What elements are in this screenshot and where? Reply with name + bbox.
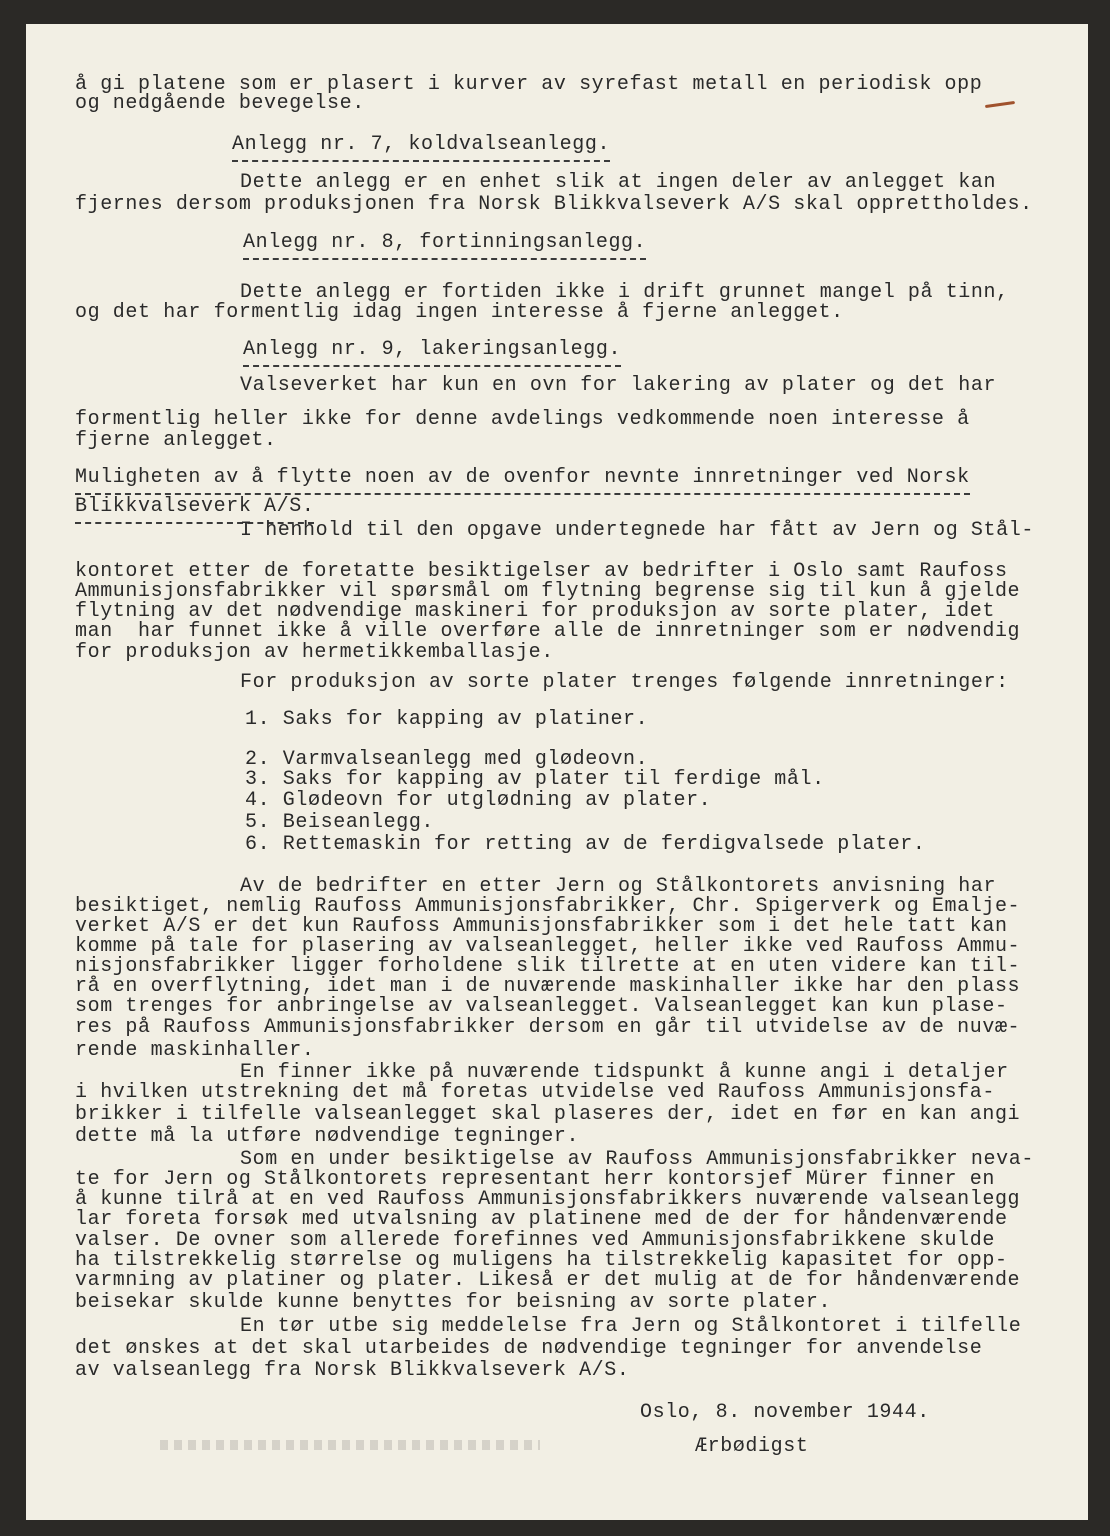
section-heading: Blikkvalseverk A/S. (75, 496, 314, 524)
text-line: dette må la utføre nødvendige tegninger. (75, 1125, 580, 1148)
text-line: valser. De ovner som allerede forefinnes ved Ammunisjonsfabrikkene skulde (75, 1229, 995, 1252)
text-line: Som en under besiktigelse av Raufoss Ammunisjonsfabrikker neva- (240, 1148, 1034, 1171)
text-line: kontoret etter de foretatte besiktigelser av bedrifter i Oslo samt Raufoss (75, 560, 1008, 583)
text-line: rende maskinhaller. (75, 1039, 315, 1062)
text-line: ha tilstrekkelig størrelse og muligens ha tilstrekkelig kapasitet for opp- (75, 1249, 1008, 1272)
text-line: Dette anlegg er fortiden ikke i drift grunnet mangel på tinn, (240, 281, 1009, 304)
text-line: flytning av det nødvendige maskineri for produksjon av sorte plater, idet (75, 600, 995, 623)
list-item: 2. Varmvalseanlegg med glødeovn. (245, 748, 649, 771)
section-heading: Anlegg nr. 8, fortinningsanlegg. (243, 232, 646, 260)
text-line: nisjonsfabrikker ligger forholdene slik tilrette at en uten videre kan til- (75, 955, 1021, 978)
text-line: For produksjon av sorte plater trenges følgende innretninger: (240, 671, 1009, 694)
text-line: å gi platene som er plasert i kurver av syrefast metall en periodisk opp (75, 73, 983, 96)
text-line: varmning av platiner og plater. Likeså er det mulig at de for håndenværende (75, 1269, 1021, 1292)
text-line: besiktiget, nemlig Raufoss Ammunisjonsfabrikker, Chr. Spigerverk og Emalje- (75, 895, 1021, 918)
text-line: res på Raufoss Ammunisjonsfabrikker dersom en går til utvidelse av de nuvæ- (75, 1016, 1021, 1039)
text-line: det ønskes at det skal utarbeides de nødvendige tegninger for anvendelse (75, 1337, 983, 1360)
list-item: 6. Rettemaskin for retting av de ferdigvalsede plater. (245, 833, 926, 856)
text-line: Dette anlegg er en enhet slik at ingen deler av anlegget kan (240, 171, 997, 194)
text-line: fjerne anlegget. (75, 429, 277, 452)
text-line: rå en overflytning, idet man i de nuværende maskinhaller ikke har den plass (75, 975, 1021, 998)
text-line: man har funnet ikke å ville overføre alle de innretninger som er nødvendig (75, 620, 1021, 643)
text-line: fjernes dersom produksjonen fra Norsk Blikkvalseverk A/S skal opprettholdes. (75, 193, 1033, 216)
text-line: verket A/S er det kun Raufoss Ammunisjonsfabrikker som i det hele tatt kan (75, 915, 1008, 938)
text-line: beisekar skulde kunne benyttes for beisning av sorte plater. (75, 1291, 832, 1314)
text-line: I henhold til den opgave undertegnede har fått av Jern og Stål- (240, 519, 1034, 542)
text-line: Ammunisjonsfabrikker vil spørsmål om flytning begrense sig til kun å gjelde (75, 580, 1021, 603)
closing: Ærbødigst (695, 1435, 809, 1458)
text-line: Valseverket har kun en ovn for lakering av plater og det har (240, 374, 997, 397)
text-line: for produksjon av hermetikkemballasje. (75, 641, 554, 664)
text-line: komme på tale for plasering av valseanlegget, heller ikke ved Raufoss Ammu- (75, 935, 1021, 958)
section-heading: Anlegg nr. 7, koldvalseanlegg. (232, 134, 610, 162)
text-line: å kunne tilrå at en ved Raufoss Ammunisjonsfabrikkers nuværende valseanlegg (75, 1188, 1021, 1211)
text-line: og det har formentlig idag ingen interesse å fjerne anlegget. (75, 301, 844, 324)
text-line: lar foreta forsøk med utvalsning av platinene med de der for håndenværende (75, 1208, 1008, 1231)
text-line: formentlig heller ikke for denne avdelings vedkommende noen interesse å (75, 408, 970, 431)
text-line: En tør utbe sig meddelelse fra Jern og Stålkontoret i tilfelle (240, 1315, 1022, 1338)
text-line: Av de bedrifter en etter Jern og Stålkontorets anvisning har (240, 875, 997, 898)
text-line: te for Jern og Stålkontorets representant herr kontorsjef Mürer finner en (75, 1168, 995, 1191)
faint-stamp-text (160, 1440, 540, 1450)
list-item: 4. Glødeovn for utglødning av plater. (245, 789, 712, 812)
list-item: 3. Saks for kapping av plater til ferdige mål. (245, 768, 825, 791)
text-line: av valseanlegg fra Norsk Blikkvalseverk A/S. (75, 1359, 630, 1382)
text-line: brikker i tilfelle valseanlegget skal plaseres der, idet en før en kan angi (75, 1103, 1021, 1126)
text-line: i hvilken utstrekning det må foretas utvidelse ved Raufoss Ammunisjonsfa- (75, 1081, 995, 1104)
list-item: 5. Beiseanlegg. (245, 811, 435, 834)
text-line: og nedgående bevegelse. (75, 92, 365, 115)
section-heading: Anlegg nr. 9, lakeringsanlegg. (243, 339, 621, 367)
text-line: En finner ikke på nuværende tidspunkt å kunne angi i detaljer (240, 1061, 1009, 1084)
text-line: som trenges for anbringelse av valseanlegget. Valseanlegget kan kun plase- (75, 995, 1008, 1018)
section-heading: Muligheten av å flytte noen av de ovenfor nevnte innretninger ved Norsk (75, 467, 970, 495)
date-line: Oslo, 8. november 1944. (640, 1401, 930, 1424)
list-item: 1. Saks for kapping av platiner. (245, 708, 649, 731)
